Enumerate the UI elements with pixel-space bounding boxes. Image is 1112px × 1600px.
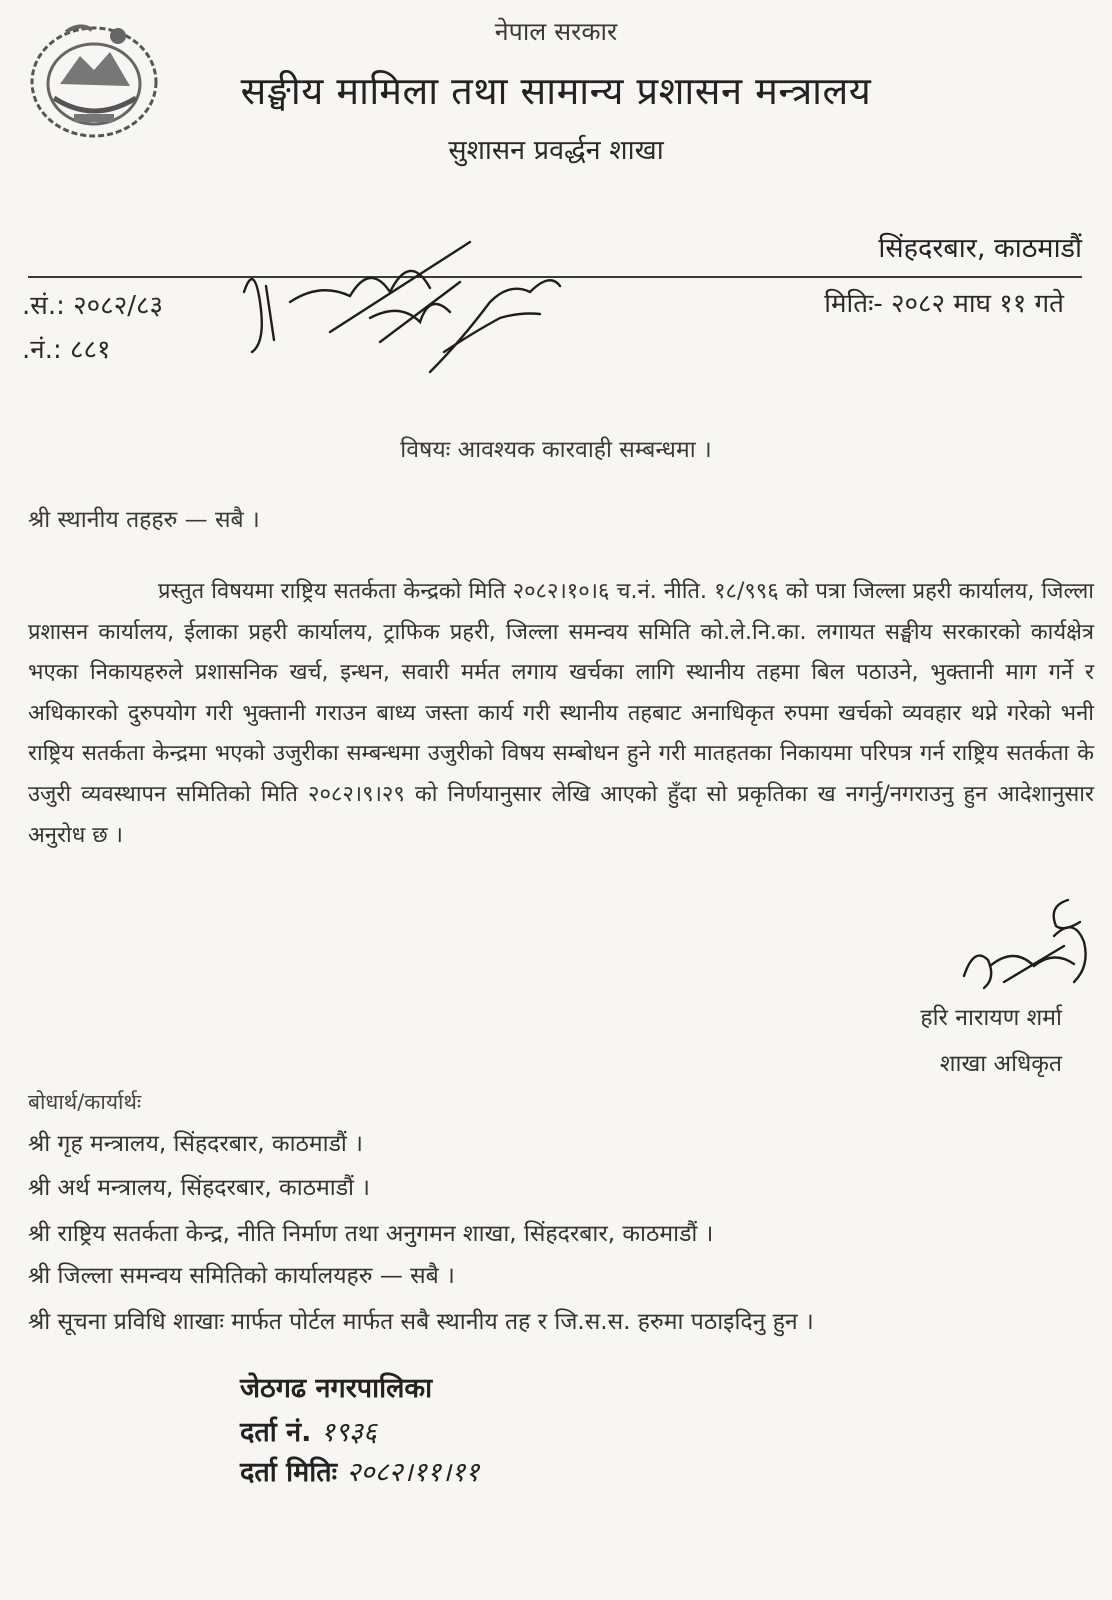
letter-body: प्रस्तुत विषयमा राष्ट्रिय सतर्कता केन्द्रको मिति २०८२।१०।६ च.नं. नीति. १८/९९६ को पत्रा जिल्ला प्रहरी कार्यालय, जिल्ला प्रशासन कार्यालय, ईलाका प्रहरी कार्यालय, ट्राफिक प्रहरी, जिल्ला समन्वय समिति को.ले.नि.का. लगायत सङ्घीय सरकारको कार्यक्षेत्र भएका निकायहरुले प्रशासनिक खर्च, इन्धन, सवारी मर्मत लगाय खर्चका लागि स्थानीय तहमा बिल पठाउने, भुक्तानी माग गर्ने र अधिकारको दुरुपयोग गरी भुक्तानी गराउन बाध्य जस्ता कार्य गरी स्थानीय तहबाट अनाधिकृत रुपमा खर्चको व्यवहार थप्ने गरेको भनी राष्ट्रिय सतर्कता केन्द्रमा भएको उजुरीका सम्बन्धमा उजुरीको विषय सम्बोधन हुने गरी मातहतका निकायमा परिपत्र गर्न राष्ट्रिय सतर्कता के उजुरी व्यवस्थापन समितिको मिति २०८२।९।२९ को निर्णयानुसार लेखि आएको हुँदा सो प्रकृतिका ख नगर्नु/नगराउनु हुन आदेशानुसार अनुरोध छ । <box>28 579 1094 848</box>
office-location: सिंहदरबार, काठमाडौं <box>878 233 1082 264</box>
letter-reference-number: .सं.: २०८२/८३ <box>22 291 164 321</box>
registration-date-label: दर्ता मितिः <box>240 1457 338 1488</box>
government-name: नेपाल सरकार <box>494 17 618 46</box>
signatory-designation: शाखा अधिकृत <box>939 1051 1062 1077</box>
ministry-name: सङ्घीय मामिला तथा सामान्य प्रशासन मन्त्रालय <box>240 69 872 113</box>
addressee: श्री स्थानीय तहहरु — सबै । <box>28 507 260 533</box>
handwritten-routing-note <box>230 222 570 382</box>
registration-date <box>240 1452 479 1489</box>
registration-office: जेठगढ नगरपालिका <box>240 1373 433 1404</box>
cc-item: श्री जिल्ला समन्वय समितिको कार्यालयहरु — सबै । <box>28 1263 455 1289</box>
cc-heading: बोधार्थ/कार्यार्थः <box>28 1090 142 1114</box>
registration-number-value: १९३६ <box>320 1417 377 1448</box>
cc-item: श्री सूचना प्रविधि शाखाः मार्फत पोर्टल मार्फत सबै स्थानीय तह र जि.स.स. हरुमा पठाइदिनु हुन । <box>28 1309 814 1335</box>
registration-date-value: २०८२।११।११ <box>346 1457 480 1488</box>
registration-number-label: दर्ता नं. <box>240 1417 312 1448</box>
signatory-name: हरि नारायण शर्मा <box>920 1005 1062 1031</box>
registration-number <box>240 1412 377 1449</box>
dispatch-number: .नं.: ८८१ <box>22 335 111 365</box>
letter-date: मितिः- २०८२ माघ ११ गते <box>824 289 1064 319</box>
branch-name: सुशासन प्रवर्द्धन शाखा <box>448 135 664 166</box>
cc-item: श्री गृह मन्त्रालय, सिंहदरबार, काठमाडौं । <box>28 1131 363 1157</box>
cc-item: श्री अर्थ मन्त्रालय, सिंहदरबार, काठमाडौं । <box>28 1175 371 1201</box>
signature-mark <box>944 886 1094 1006</box>
cc-item: श्री राष्ट्रिय सतर्कता केन्द्र, नीति निर्माण तथा अनुगमन शाखा, सिंहदरबार, काठमाडौं । <box>28 1221 714 1247</box>
subject-line: विषयः आवश्यक कारवाही सम्बन्धमा । <box>400 437 712 463</box>
